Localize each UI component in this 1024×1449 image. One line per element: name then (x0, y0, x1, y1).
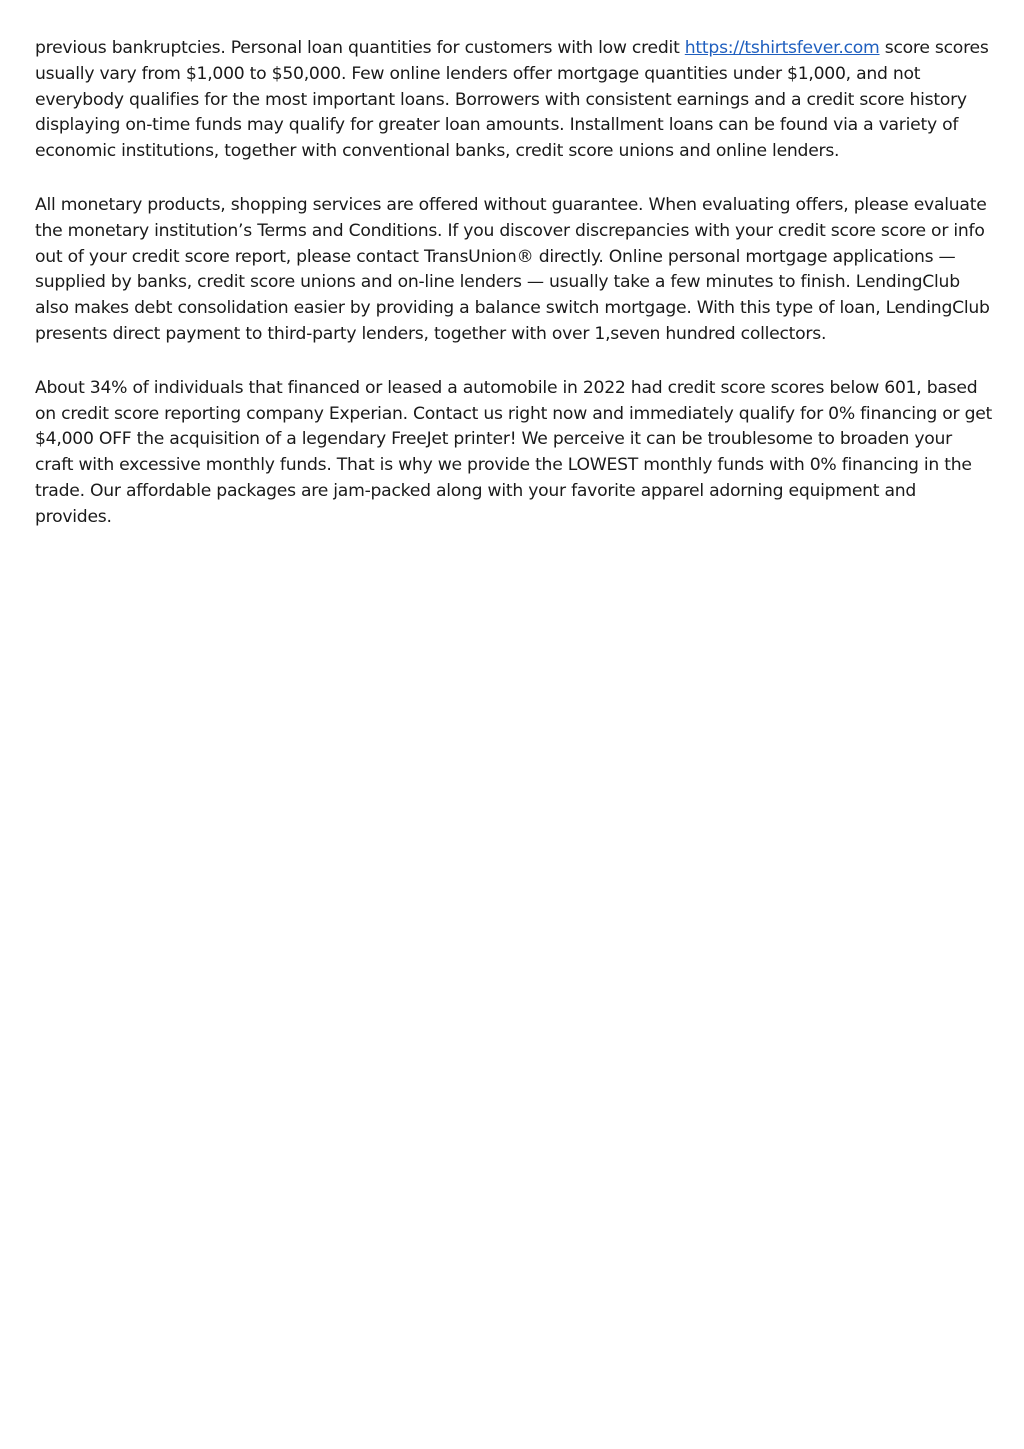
tshirtsfever-link[interactable]: https://tshirtsfever.com (684, 38, 880, 58)
paragraph-3: About 34% of individuals that financed or leased a automobile in 2022 had credit score scores below 601, based on credit score reporting company Experian. Contact us right now and immediately qualify for 0% financing or get $4,000 OFF the acquisition of a legendary FreeJet printer! We perceive it can be troublesome to broaden your craft with excessive monthly funds. That is why we provide the LOWEST monthly funds with 0% financing in the trade. Our affordable packages are jam-packed along with your favorite apparel adorning equipment and provides. (35, 377, 993, 527)
paragraph-2: All monetary products, shopping services are offered without guarantee. When evaluating offers, please evaluate the monetary institution’s Terms and Conditions. If you discover discrepancies with your credit score score or info out of your credit score report, please contact TransUnion® directly. Online personal mortgage applications — supplied by banks, credit score unions and on-line lenders — usually take a few minutes to finish. LendingClub also makes debt consolidation easier by providing a balance switch mortgage. With this type of loan, LendingClub presents direct payment to third-party lenders, together with over 1,seven hundred collectors. (35, 194, 990, 344)
paragraph-1-text-end: score scores usually vary from $1,000 to $50,000. Few online lenders offer mortgage quantities under $1,000, and not everybody qualifies for the most important loans. Borrowers with consistent earnings and a credit score history displaying on-time funds may qualify for greater loan amounts. Installment loans can be found via a variety of economic institutions, together with conventional banks, credit score unions and online lenders. (35, 38, 989, 162)
paragraph-1-text-start: previous bankruptcies. Personal loan quantities for customers with low credit (35, 38, 685, 58)
paragraph-1 (35, 36, 995, 165)
document-page (35, 36, 995, 559)
